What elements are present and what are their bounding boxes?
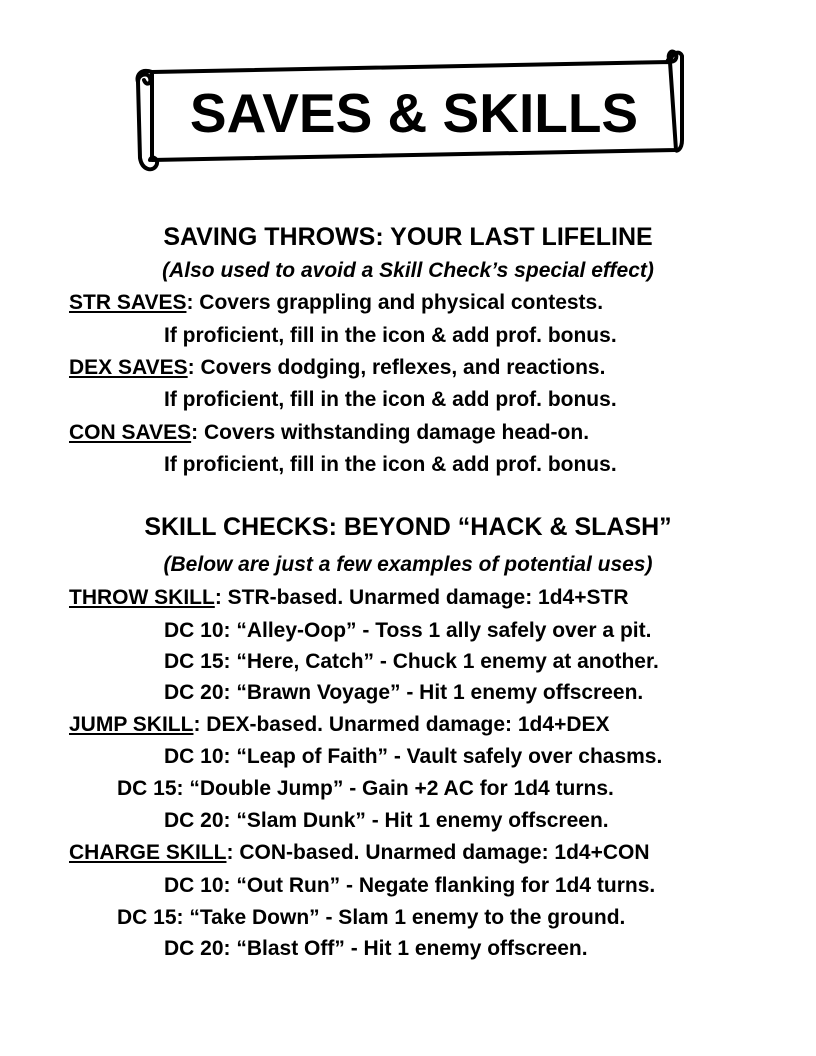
throw-dc15: DC 15: “Here, Catch” - Chuck 1 enemy at another. [164,650,659,673]
charge-dc20: DC 20: “Blast Off” - Hit 1 enemy offscreen. [164,937,588,960]
con-saves-line [69,418,589,448]
str-saves-text: : Covers grappling and physical contests. [186,291,604,314]
str-saves-note: If proficient, fill in the icon & add prof. bonus. [164,324,617,347]
skill-checks-subheading: (Below are just a few examples of potential uses) [163,553,653,576]
str-saves-label: STR SAVES [69,291,187,314]
jump-dc15: DC 15: “Double Jump” - Gain +2 AC for 1d4 turns. [117,777,614,800]
charge-skill-line [69,838,650,868]
dex-saves-note: If proficient, fill in the icon & add prof. bonus. [164,388,617,411]
dex-saves-label: DEX SAVES [69,356,188,379]
charge-skill-text: : CON-based. Unarmed damage: 1d4+CON [226,841,650,864]
dex-saves-text: : Covers dodging, reflexes, and reactions. [187,356,606,379]
saving-throws-subheading: (Also used to avoid a Skill Check’s special effect) [162,259,654,282]
jump-skill-text: : DEX-based. Unarmed damage: 1d4+DEX [193,713,610,736]
saving-throws-heading: SAVING THROWS: YOUR LAST LIFELINE [163,223,653,251]
jump-dc10: DC 10: “Leap of Faith” - Vault safely over chasms. [164,745,663,768]
jump-skill-line [69,710,610,740]
throw-skill-text: : STR-based. Unarmed damage: 1d4+STR [214,586,629,609]
skill-checks-heading: SKILL CHECKS: BEYOND “HACK & SLASH” [144,513,672,541]
con-saves-text: : Covers withstanding damage head-on. [191,421,590,444]
throw-dc20: DC 20: “Brawn Voyage” - Hit 1 enemy offscreen. [164,681,644,704]
throw-dc10: DC 10: “Alley-Oop” - Toss 1 ally safely over a pit. [164,619,652,642]
charge-skill-label: CHARGE SKILL [69,841,227,864]
throw-skill-line [69,583,629,613]
charge-dc15: DC 15: “Take Down” - Slam 1 enemy to the ground. [117,906,626,929]
page-title: SAVES & SKILLS [189,82,639,144]
jump-skill-label: JUMP SKILL [69,713,194,736]
dex-saves-line [69,353,605,383]
str-saves-line [69,288,603,318]
jump-dc20: DC 20: “Slam Dunk” - Hit 1 enemy offscreen. [164,809,609,832]
throw-skill-label: THROW SKILL [69,586,215,609]
con-saves-label: CON SAVES [69,421,192,444]
charge-dc10: DC 10: “Out Run” - Negate flanking for 1d4 turns. [164,874,656,897]
con-saves-note: If proficient, fill in the icon & add prof. bonus. [164,453,617,476]
